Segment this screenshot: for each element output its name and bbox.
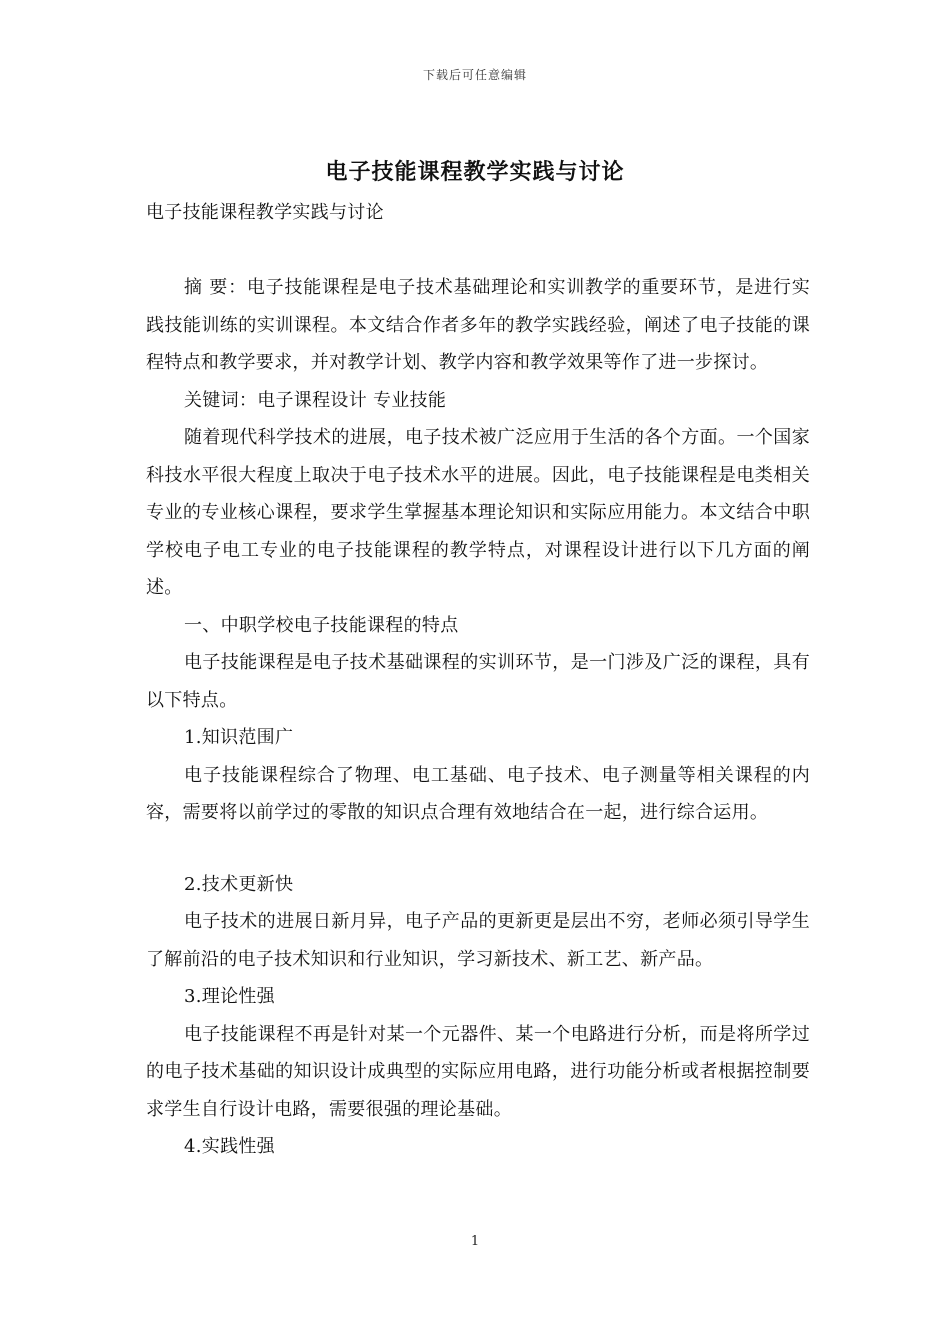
point-body: 电子技能课程综合了物理、电工基础、电子技术、电子测量等相关课程的内容，需要将以前学过的零散的知识点合理有效地结合在一起，进行综合运用。 (146, 764, 810, 823)
page-number: 1 (470, 1234, 480, 1249)
keywords-line: 关键词：电子课程设计 专业技能 (184, 389, 447, 411)
blank-line (146, 832, 810, 866)
document-subtitle: 电子技能课程教学实践与讨论 (146, 202, 384, 223)
document-body (146, 194, 810, 1166)
page-header-note: 下载后可任意编辑 (422, 68, 527, 82)
section-heading: 一、中职学校电子技能课程的特点 (184, 614, 459, 636)
point-body: 电子技能课程不再是针对某一个元器件、某一个电路进行分析，而是将所学过的电子技术基础的知识设计成典型的实际应用电路，进行功能分析或者根据控制要求学生自行设计电路，需要很强的理论基础。 (146, 1023, 810, 1120)
point-heading: 3.理论性强 (184, 986, 275, 1007)
point-body: 电子技术的进展日新月异，电子产品的更新更是层出不穷，老师必须引导学生了解前沿的电子技术知识和行业知识，学习新技术、新工艺、新产品。 (146, 911, 810, 970)
point-heading: 1.知识范围广 (184, 727, 294, 748)
section-intro-paragraph: 电子技能课程是电子技术基础课程的实训环节，是一门涉及广泛的课程，具有以下特点。 (146, 652, 810, 711)
point-heading: 2.技术更新快 (184, 873, 294, 895)
point-heading: 4.实践性强 (184, 1136, 275, 1157)
blank-line (146, 232, 810, 270)
document-title: 电子技能课程教学实践与讨论 (325, 159, 625, 185)
intro-paragraph: 随着现代科学技术的进展，电子技术被广泛应用于生活的各个方面。一个国家科技水平很大程度上取决于电子技术水平的进展。因此，电子技能课程是电类相关专业的专业核心课程，要求学生掌握基本理论知识和实际应用能力。本文结合中职学校电子电工专业的电子技能课程的教学特点，对课程设计进行以下几方面的阐述。 (146, 427, 810, 598)
abstract-paragraph: 摘 要：电子技能课程是电子技术基础理论和实训教学的重要环节，是进行实践技能训练的实训课程。本文结合作者多年的教学实践经验，阐述了电子技能的课程特点和教学要求，并对教学计划、教学内容和教学效果等作了进一步探讨。 (146, 277, 810, 373)
